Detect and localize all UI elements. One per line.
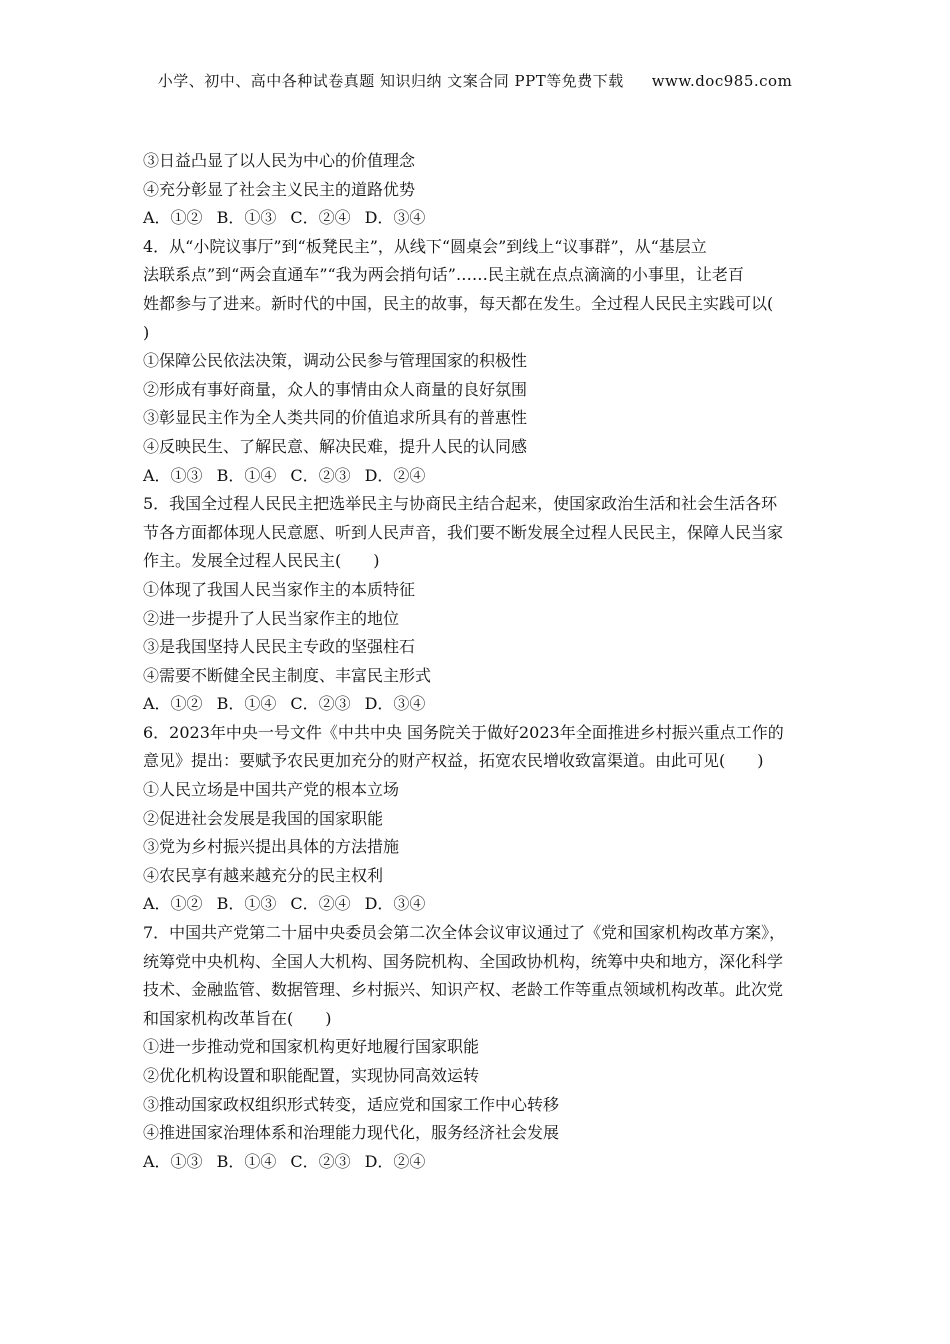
- question-stem-line: 和国家机构改革旨在( ): [143, 1008, 332, 1028]
- option-line: ③日益凸显了以人民为中心的价值理念: [143, 151, 416, 170]
- choice-d: D．③④: [364, 208, 426, 228]
- option-line: ③彰显民主作为全人类共同的价值追求所具有的普惠性: [143, 408, 528, 428]
- option-line: ③是我国坚持人民民主专政的坚强柱石: [143, 637, 416, 657]
- question-stem-line: 意见》提出：要赋予农民更加充分的财产权益，拓宽农民增收致富渠道。由此可见( ): [143, 751, 764, 771]
- choice-b: B．①④: [216, 694, 277, 714]
- question-stem-line: 节各方面都体现人民意愿、听到人民声音，我们要不断发展全过程人民民主，保障人民当家: [143, 522, 784, 542]
- option-line: ④充分彰显了社会主义民主的道路优势: [143, 179, 416, 199]
- page-header: [0, 70, 950, 91]
- choice-c: C．②④: [290, 208, 351, 228]
- option-line: ①人民立场是中国共产党的根本立场: [143, 780, 400, 800]
- choice-a: A．①②: [143, 208, 203, 228]
- choice-c: C．②③: [290, 694, 351, 714]
- question-stem-line: 姓都参与了进来。新时代的中国，民主的故事，每天都在发生。全过程人民民主实践可以(: [143, 293, 774, 313]
- question-7: [143, 919, 815, 1176]
- answer-choices: [143, 690, 815, 719]
- choice-a: A．①②: [143, 894, 203, 914]
- choice-b: B．①③: [216, 208, 277, 228]
- choice-c: C．②④: [290, 894, 351, 914]
- question-stem-line: 7．中国共产党第二十届中央委员会第二次全体会议审议通过了《党和国家机构改革方案》，: [143, 923, 786, 943]
- question-stem-line: 5．我国全过程人民民主把选举民主与协商民主结合起来，使国家政治生活和社会生活各环: [143, 494, 778, 514]
- question-stem-line: 统筹党中央机构、全国人大机构、国务院机构、全国政协机构，统筹中央和地方，深化科学: [143, 951, 784, 971]
- option-line: ②形成有事好商量，众人的事情由众人商量的良好氛围: [143, 379, 528, 399]
- choice-a: A．①②: [143, 694, 203, 714]
- choice-c: C．②③: [290, 465, 351, 485]
- option-line: ①保障公民依法决策，调动公民参与管理国家的积极性: [143, 351, 528, 371]
- option-line: ②促进社会发展是我国的国家职能: [143, 808, 384, 828]
- choice-d: D．③④: [364, 694, 426, 714]
- answer-choices: [143, 1148, 815, 1177]
- question-6: [143, 719, 815, 919]
- question-4: [143, 233, 815, 490]
- choice-d: D．②④: [364, 465, 426, 485]
- option-line: ③推动国家政权组织形式转变，适应党和国家工作中心转移: [143, 1094, 560, 1114]
- question-stem-line: 作主。发展全过程人民民主( ): [143, 551, 380, 571]
- question-stem-line: 6．2023年中央一号文件《中共中央 国务院关于做好2023年全面推进乡村振兴重点工作的: [143, 722, 784, 742]
- answer-choices: [143, 462, 815, 491]
- option-line: ④农民享有越来越充分的民主权利: [143, 865, 384, 885]
- option-line: ④反映民生、了解民意、解决民难，提升人民的认同感: [143, 436, 528, 456]
- document-body: [143, 147, 815, 1176]
- option-line: ②进一步提升了人民当家作主的地位: [143, 608, 400, 628]
- header-url: www.doc985.com: [651, 72, 793, 90]
- choice-d: D．②④: [364, 1151, 426, 1171]
- question-stem-line: 法联系点”到“两会直通车”“我为两会捎句话”……民主就在点点滴滴的小事里，让老百: [143, 265, 744, 285]
- question-stem-line: ): [143, 322, 150, 342]
- answer-choices: [143, 890, 815, 919]
- choice-b: B．①④: [216, 1151, 277, 1171]
- prev-question-block: [143, 147, 815, 233]
- option-line: ④需要不断健全民主制度、丰富民主形式: [143, 665, 432, 685]
- question-5: [143, 490, 815, 719]
- option-line: ①进一步推动党和国家机构更好地履行国家职能: [143, 1037, 480, 1057]
- answer-choices: [143, 204, 815, 233]
- header-text: 小学、初中、高中各种试卷真题 知识归纳 文案合同 PPT等免费下载: [157, 72, 624, 90]
- option-line: ④推进国家治理体系和治理能力现代化，服务经济社会发展: [143, 1123, 560, 1143]
- choice-d: D．③④: [364, 894, 426, 914]
- choice-a: A．①③: [143, 465, 203, 485]
- choice-a: A．①③: [143, 1151, 203, 1171]
- question-stem-line: 技术、金融监管、数据管理、乡村振兴、知识产权、老龄工作等重点领域机构改革。此次党: [143, 980, 784, 1000]
- option-line: ②优化机构设置和职能配置，实现协同高效运转: [143, 1066, 480, 1085]
- choice-c: C．②③: [290, 1151, 351, 1171]
- option-line: ①体现了我国人民当家作主的本质特征: [143, 579, 416, 599]
- choice-b: B．①④: [216, 465, 277, 485]
- question-stem-line: 4．从“小院议事厅”到“板凳民主”，从线下“圆桌会”到线上“议事群”，从“基层立: [143, 236, 707, 256]
- option-line: ③党为乡村振兴提出具体的方法措施: [143, 837, 400, 857]
- choice-b: B．①③: [216, 894, 277, 914]
